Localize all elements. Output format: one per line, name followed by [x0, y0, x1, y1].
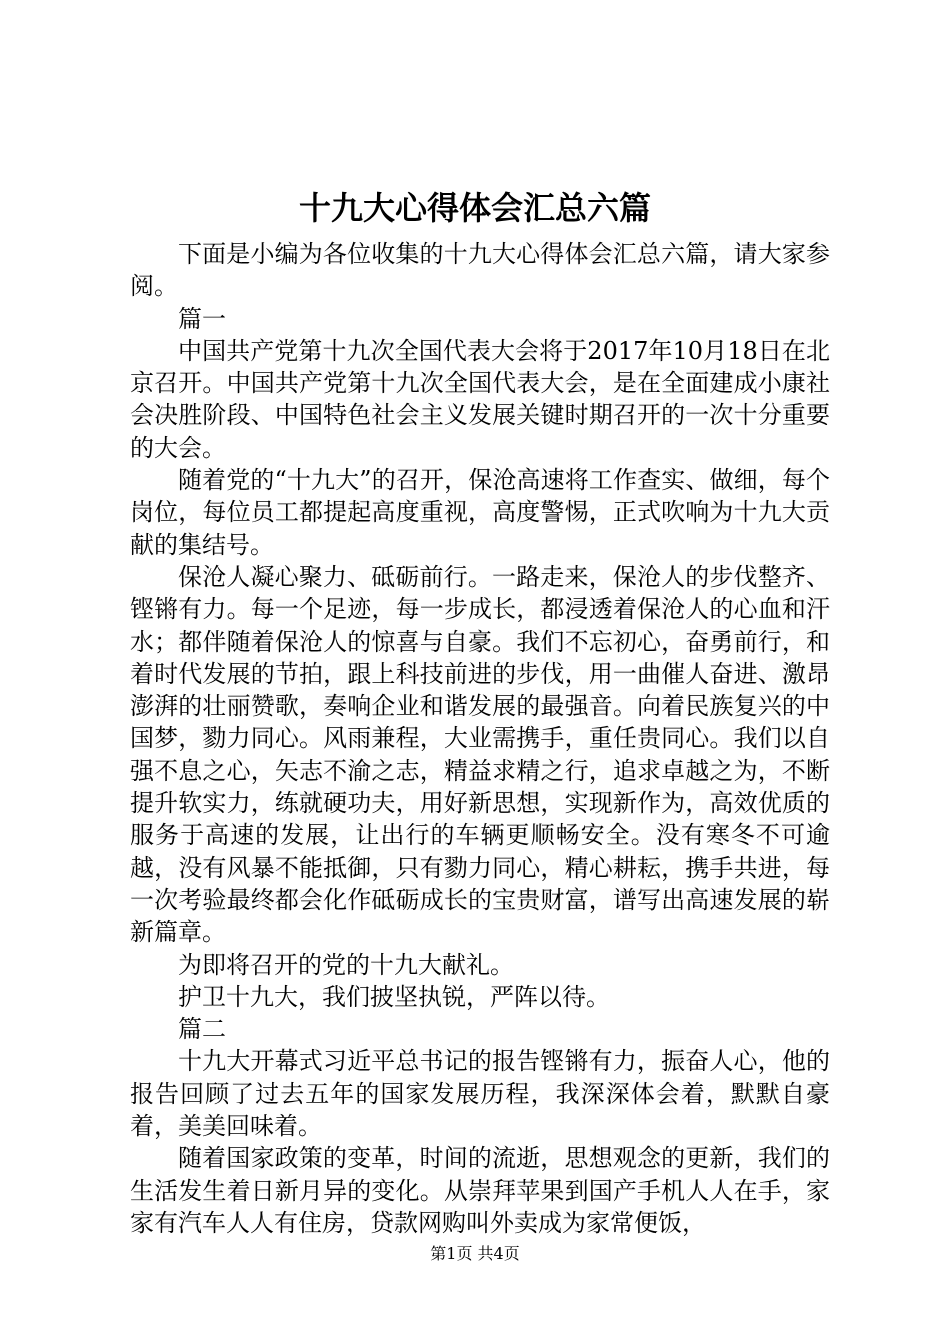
- paragraph-intro: 下面是小编为各位收集的十九大心得体会汇总六篇，请大家参阅。: [130, 240, 830, 301]
- paragraph: 十九大开幕式习近平总书记的报告铿锵有力，振奋人心，他的报告回顾了过去五年的国家发展历程，我深深体会着，默默自豪着，美美回味着。: [130, 1047, 830, 1141]
- paragraph: 随着党的“十九大”的召开，保沧高速将工作查实、做细，每个岗位，每位员工都提起高度重视，高度警惕，正式吹响为十九大贡献的集结号。: [130, 466, 830, 559]
- paragraph: 随着国家政策的变革，时间的流逝，思想观念的更新，我们的生活发生着日新月异的变化。从崇拜苹果到国产手机人人在手，家家有汽车人人有住房，贷款网购叫外卖成为家常便饭，: [130, 1144, 830, 1237]
- paragraph: 保沧人凝心聚力、砥砺前行。一路走来，保沧人的步伐整齐、铿锵有力。每一个足迹，每一步成长，都浸透着保沧人的心血和汗水；都伴随着保沧人的惊喜与自豪。我们不忘初心，奋勇前行，和着时代发展的节拍，跟上科技前进的步伐，用一曲催人奋进、激昂澎湃的壮丽赞歌，奏响企业和谐发展的最强音。向着民族复兴的中国梦，勠力同心。风雨兼程，大业需携手，重任贵同心。我们以自强不息之心，矢志不渝之志，精益求精之行，追求卓越之为，不断提升软实力，练就硬功夫，用好新思想，实现新作为，高效优质的服务于高速的发展，让出行的车辆更顺畅安全。没有寒冬不可逾越，没有风暴不能抵御，只有勠力同心，精心耕耘，携手共进，每一次考验最终都会化作砥砺成长的宝贵财富，谱写出高速发展的崭新篇章。: [130, 562, 830, 947]
- page-footer: 第1页 共4页: [430, 1244, 520, 1263]
- document-title: 十九大心得体会汇总六篇: [298, 189, 651, 227]
- paragraph: 护卫十九大，我们披坚执锐，严阵以待。: [178, 982, 610, 1011]
- paragraph: 为即将召开的党的十九大献礼。: [178, 950, 514, 979]
- section-heading-1: 篇一: [178, 304, 226, 333]
- paragraph: 中国共产党第十九次全国代表大会将于2017年10月18日在北京召开。中国共产党第十九次全国代表大会，是在全面建成小康社会决胜阶段、中国特色社会主义发展关键时期召开的一次十分重要的大会。: [130, 336, 830, 462]
- document-body: [130, 238, 830, 1239]
- section-heading-2: 篇二: [178, 1015, 226, 1044]
